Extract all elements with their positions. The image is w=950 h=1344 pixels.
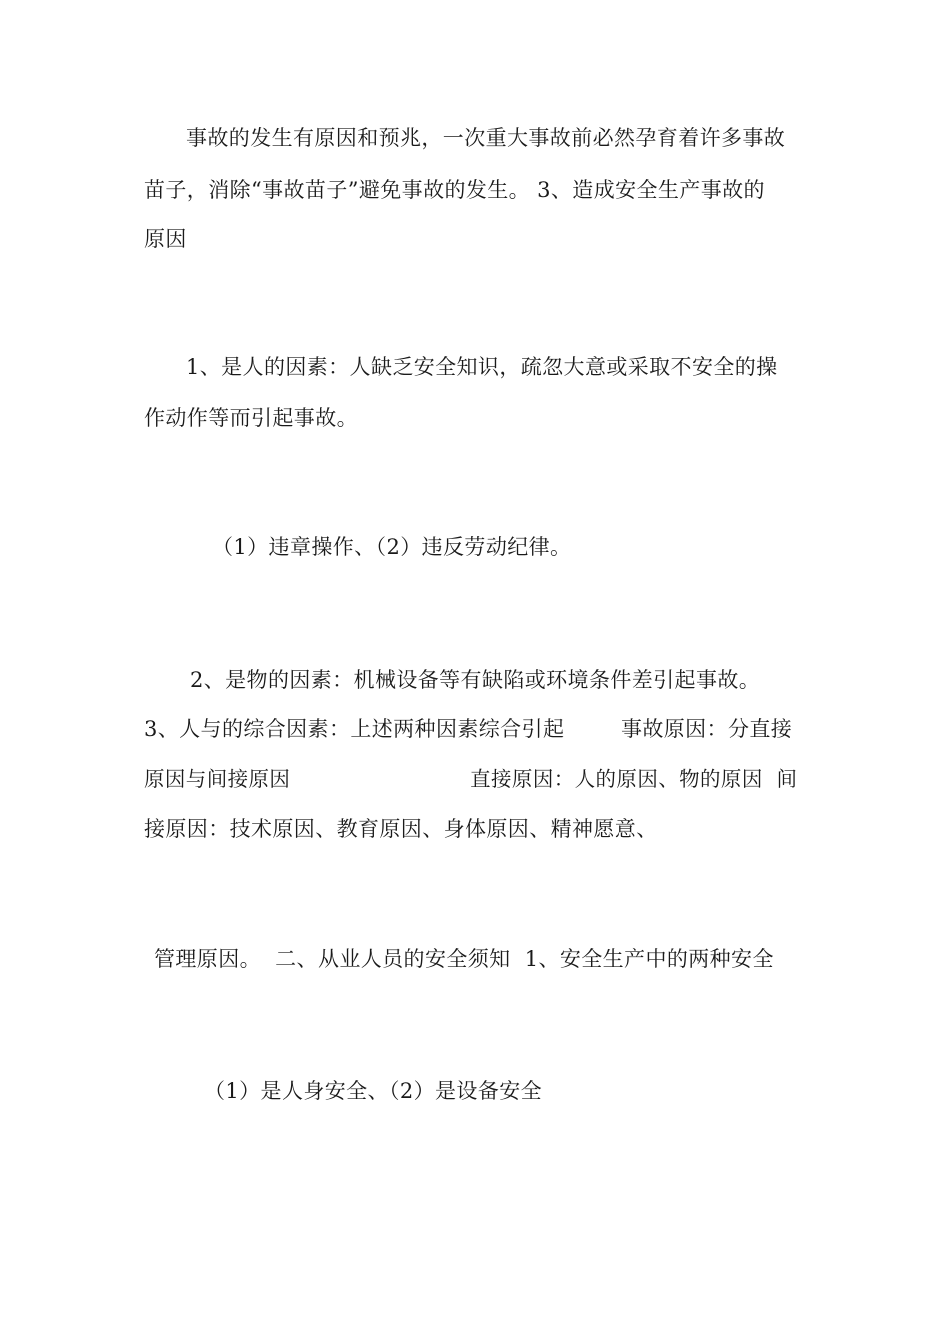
paragraph-2-line-1: 1、是人的因素：人缺乏安全知识，疏忽大意或采取不安全的操 (186, 355, 778, 379)
paragraph-4-line-2: 3、人与的综合因素：上述两种因素综合引起 事故原因：分直接 (144, 717, 793, 741)
paragraph-1-line-1: 事故的发生有原因和预兆，一次重大事故前必然孕育着许多事故 (186, 126, 786, 150)
paragraph-1-line-3: 原因 (144, 227, 187, 251)
paragraph-2-line-2: 作动作等而引起事故。 (144, 406, 358, 430)
paragraph-4-line-3: 原因与间接原因 直接原因：人的原因、物的原因 间 (144, 767, 798, 791)
paragraph-3-line-1: （1）违章操作、（2）违反劳动纪律。 (212, 535, 572, 559)
paragraph-6-line-1: （1）是人身安全、（2）是设备安全 (204, 1079, 543, 1103)
paragraph-4-line-4: 接原因：技术原因、教育原因、身体原因、精神愿意、 (144, 817, 658, 841)
paragraph-5-line-1: 管理原因。 二、从业人员的安全须知 1、安全生产中的两种安全 (154, 947, 774, 971)
paragraph-4-line-1: 2、是物的因素：机械设备等有缺陷或环境条件差引起事故。 (190, 668, 761, 692)
paragraph-1-line-2: 苗子，消除“事故苗子”避免事故的发生。 3、造成安全生产事故的 (144, 178, 765, 202)
